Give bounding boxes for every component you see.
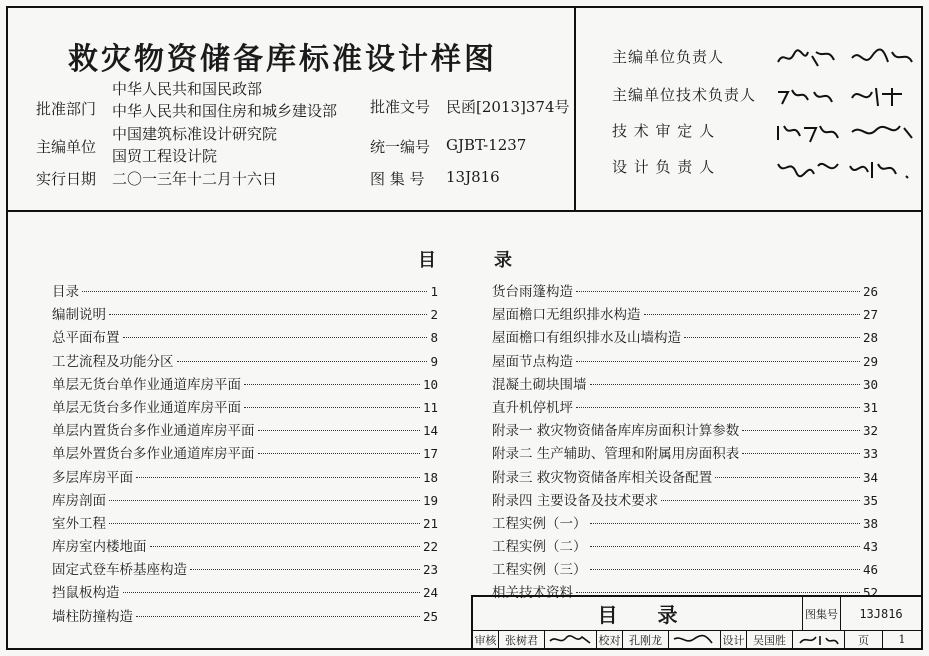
page-value: 1 bbox=[898, 633, 906, 646]
check-signature-scribble bbox=[672, 633, 718, 647]
signature-2b bbox=[848, 82, 918, 110]
toc-item-page: 2 bbox=[430, 307, 438, 323]
toc-item bbox=[52, 558, 438, 581]
toc-item-title: 库房室内楼地面 bbox=[52, 539, 147, 556]
toc-left-column bbox=[52, 280, 438, 628]
toc-item-page: 14 bbox=[422, 423, 438, 439]
toc-item-page: 21 bbox=[422, 515, 438, 531]
toc-item bbox=[52, 396, 438, 419]
toc-item bbox=[52, 326, 438, 349]
toc-item-title: 工程实例（一） bbox=[492, 515, 587, 532]
toc-item-title: 多层库房平面 bbox=[52, 469, 133, 486]
toc-item-title: 编制说明 bbox=[52, 307, 106, 324]
toc-item-title: 单层无货台多作业通道库房平面 bbox=[52, 399, 241, 416]
toc-leader-dots bbox=[742, 430, 860, 431]
design-signature-scribble bbox=[796, 633, 842, 647]
toc-leader-dots bbox=[684, 337, 860, 338]
toc-item-title: 直升机停机坪 bbox=[492, 399, 573, 416]
design-signature bbox=[793, 631, 845, 648]
toc-item-title: 目录 bbox=[52, 284, 79, 300]
toc-item bbox=[52, 581, 438, 604]
review-label: 审核 bbox=[473, 631, 499, 648]
toc-item-title: 总平面布置 bbox=[52, 330, 120, 347]
toc-item-title: 单层无货台单作业通道库房平面 bbox=[52, 376, 241, 393]
check-label: 校对 bbox=[597, 631, 623, 648]
toc-item-title: 货台雨篷构造 bbox=[492, 284, 573, 300]
toc-leader-dots bbox=[136, 477, 420, 478]
review-name: 张树君 bbox=[499, 631, 545, 648]
toc-item-page: 34 bbox=[862, 469, 878, 485]
toc-item-title: 相关技术资料 bbox=[492, 585, 573, 602]
toc-item bbox=[52, 419, 438, 442]
atlas-no-label: 图 集 号 bbox=[370, 170, 425, 188]
toc-item-title: 工艺流程及功能分区 bbox=[52, 353, 174, 370]
toc-leader-dots bbox=[258, 453, 420, 454]
toc-right-column bbox=[492, 280, 878, 605]
toc-item-page: 28 bbox=[862, 330, 878, 346]
toc-item bbox=[492, 280, 878, 303]
title-block-main-2: 录 bbox=[657, 603, 678, 627]
toc-item bbox=[52, 489, 438, 512]
cover-header bbox=[8, 8, 921, 212]
review-signature bbox=[545, 631, 597, 648]
toc-leader-dots bbox=[576, 361, 860, 362]
toc-item-page: 35 bbox=[862, 492, 878, 508]
toc-item-title: 混凝土砌块围墙 bbox=[492, 376, 587, 393]
atlas-title: 救灾物资储备库标准设计样图 bbox=[68, 42, 497, 77]
toc-item-page: 23 bbox=[422, 562, 438, 578]
signature-2a bbox=[774, 82, 844, 110]
toc-heading-1: 目 bbox=[418, 250, 436, 271]
toc-leader-dots bbox=[742, 453, 860, 454]
check-name: 孔刚龙 bbox=[623, 631, 669, 648]
unified-no-value: GJBT-1237 bbox=[446, 136, 527, 154]
toc-item-title: 屋面檐口有组织排水及山墙构造 bbox=[492, 330, 681, 347]
toc-leader-dots bbox=[590, 523, 860, 524]
date-value: 二〇一三年十二月十六日 bbox=[112, 170, 278, 188]
toc-leader-dots bbox=[123, 337, 428, 338]
toc-item bbox=[52, 442, 438, 465]
signoff-row bbox=[473, 631, 921, 648]
approval-dept-label: 批准部门 bbox=[36, 100, 97, 118]
toc-item bbox=[52, 350, 438, 373]
toc-item-title: 屋面檐口无组织排水构造 bbox=[492, 307, 641, 324]
toc-item-page: 24 bbox=[422, 585, 438, 601]
toc-leader-dots bbox=[258, 430, 420, 431]
approval-no-value: 民函[2013]374号 bbox=[446, 98, 570, 116]
toc-leader-dots bbox=[590, 546, 860, 547]
unified-no-label: 统一编号 bbox=[370, 138, 431, 156]
toc-item-title: 单层外置货台多作业通道库房平面 bbox=[52, 446, 255, 463]
toc-leader-dots bbox=[590, 384, 860, 385]
toc-item-title: 单层内置货台多作业通道库房平面 bbox=[52, 423, 255, 440]
title-block-main bbox=[473, 597, 803, 631]
toc-leader-dots bbox=[190, 569, 420, 570]
toc-leader-dots bbox=[177, 361, 428, 362]
design-name: 吴国胜 bbox=[747, 631, 793, 648]
toc-item-page: 38 bbox=[862, 515, 878, 531]
toc-leader-dots bbox=[644, 314, 860, 315]
toc-item-page: 29 bbox=[862, 353, 878, 369]
toc-item-page: 31 bbox=[862, 399, 878, 415]
toc-item-title: 挡鼠板构造 bbox=[52, 585, 120, 602]
drawing-frame bbox=[6, 6, 923, 650]
toc-leader-dots bbox=[244, 407, 420, 408]
signature-1a bbox=[774, 44, 844, 72]
toc-item bbox=[492, 466, 878, 489]
editor-2: 国贸工程设计院 bbox=[112, 147, 218, 165]
toc-leader-dots bbox=[576, 592, 860, 593]
toc-item-title: 工程实例（二） bbox=[492, 539, 587, 556]
toc-item bbox=[52, 280, 438, 303]
toc-item bbox=[492, 373, 878, 396]
responsible-4: 设 计 负 责 人 bbox=[612, 158, 716, 176]
toc-leader-dots bbox=[576, 407, 860, 408]
toc-item bbox=[492, 303, 878, 326]
toc-item-page: 18 bbox=[422, 469, 438, 485]
toc-item-page: 30 bbox=[862, 376, 878, 392]
toc-item bbox=[52, 373, 438, 396]
toc-item-title: 附录三 救灾物资储备库相关设备配置 bbox=[492, 469, 713, 486]
date-label: 实行日期 bbox=[36, 170, 97, 188]
editor-label: 主编单位 bbox=[36, 138, 97, 156]
page-label: 页 bbox=[845, 631, 883, 648]
toc-leader-dots bbox=[82, 291, 427, 292]
atlas-value: 13J816 bbox=[841, 597, 921, 631]
toc-item-page: 1 bbox=[430, 284, 438, 299]
toc-item-page: 22 bbox=[422, 539, 438, 555]
toc-item-page: 32 bbox=[862, 423, 878, 439]
toc-leader-dots bbox=[123, 592, 420, 593]
toc-item bbox=[492, 396, 878, 419]
toc-item-title: 附录四 主要设备及技术要求 bbox=[492, 492, 659, 509]
toc-item bbox=[492, 326, 878, 349]
toc-item bbox=[492, 350, 878, 373]
toc-item-title: 屋面节点构造 bbox=[492, 353, 573, 370]
toc-item-page: 25 bbox=[422, 608, 438, 624]
toc-item-page: 26 bbox=[862, 284, 878, 299]
design-label: 设计 bbox=[721, 631, 747, 648]
toc-item-page: 46 bbox=[862, 562, 878, 578]
toc-leader-dots bbox=[661, 500, 860, 501]
toc-item-page: 9 bbox=[430, 353, 438, 369]
toc-leader-dots bbox=[109, 314, 427, 315]
toc-leader-dots bbox=[109, 523, 420, 524]
toc-item bbox=[52, 466, 438, 489]
toc-heading-2: 录 bbox=[494, 250, 512, 271]
toc-item bbox=[492, 535, 878, 558]
toc-item bbox=[492, 512, 878, 535]
signature-1b bbox=[848, 44, 918, 72]
toc-item bbox=[492, 442, 878, 465]
toc-item-page: 10 bbox=[422, 376, 438, 392]
approval-dept-2: 中华人民共和国住房和城乡建设部 bbox=[112, 102, 338, 120]
toc-item-title: 附录一 救灾物资储备库库房面积计算参数 bbox=[492, 423, 740, 440]
toc-leader-dots bbox=[715, 477, 860, 478]
responsible-1: 主编单位负责人 bbox=[612, 48, 725, 66]
title-block-main-1: 目 bbox=[597, 603, 618, 627]
approval-no-label: 批准文号 bbox=[370, 98, 431, 116]
toc-leader-dots bbox=[136, 616, 420, 617]
toc-item bbox=[52, 535, 438, 558]
signature-4a bbox=[774, 154, 844, 182]
toc-item-page: 8 bbox=[430, 330, 438, 346]
signature-3b bbox=[848, 118, 918, 146]
responsible-2: 主编单位技术负责人 bbox=[612, 86, 757, 104]
toc-item bbox=[492, 558, 878, 581]
toc-item-title: 固定式登车桥基座构造 bbox=[52, 562, 187, 579]
toc-leader-dots bbox=[150, 546, 420, 547]
toc-item-page: 43 bbox=[862, 539, 878, 555]
review-signature-scribble bbox=[548, 633, 594, 647]
toc-item-page: 19 bbox=[422, 492, 438, 508]
toc-item-page: 17 bbox=[422, 446, 438, 462]
toc-item-page: 27 bbox=[862, 307, 878, 323]
toc-item bbox=[52, 303, 438, 326]
toc-item bbox=[52, 512, 438, 535]
toc-item-page: 11 bbox=[422, 399, 438, 415]
responsible-3: 技 术 审 定 人 bbox=[612, 122, 716, 140]
header-divider bbox=[574, 8, 576, 212]
check-signature bbox=[669, 631, 721, 648]
signature-3a bbox=[774, 118, 844, 146]
toc-item bbox=[492, 419, 878, 442]
title-block bbox=[471, 595, 921, 648]
toc-item-title: 墙柱防撞构造 bbox=[52, 608, 133, 625]
toc-item-title: 室外工程 bbox=[52, 515, 106, 532]
atlas-label: 图集号 bbox=[803, 597, 841, 631]
toc-item-page: 33 bbox=[862, 446, 878, 462]
toc-item-title: 库房剖面 bbox=[52, 492, 106, 509]
toc-item-title: 工程实例（三） bbox=[492, 562, 587, 579]
toc-leader-dots bbox=[590, 569, 860, 570]
toc-item bbox=[492, 489, 878, 512]
approval-dept-1: 中华人民共和国民政部 bbox=[112, 80, 263, 98]
signature-4b bbox=[844, 154, 914, 182]
toc-item-title: 附录二 生产辅助、管理和附属用房面积表 bbox=[492, 446, 740, 463]
toc-leader-dots bbox=[244, 384, 420, 385]
toc-item-page: 52 bbox=[862, 585, 878, 601]
toc-item bbox=[52, 605, 438, 628]
atlas-no-value: 13J816 bbox=[446, 168, 500, 186]
toc-leader-dots bbox=[576, 291, 860, 292]
editor-1: 中国建筑标准设计研究院 bbox=[112, 125, 278, 143]
toc-leader-dots bbox=[109, 500, 420, 501]
